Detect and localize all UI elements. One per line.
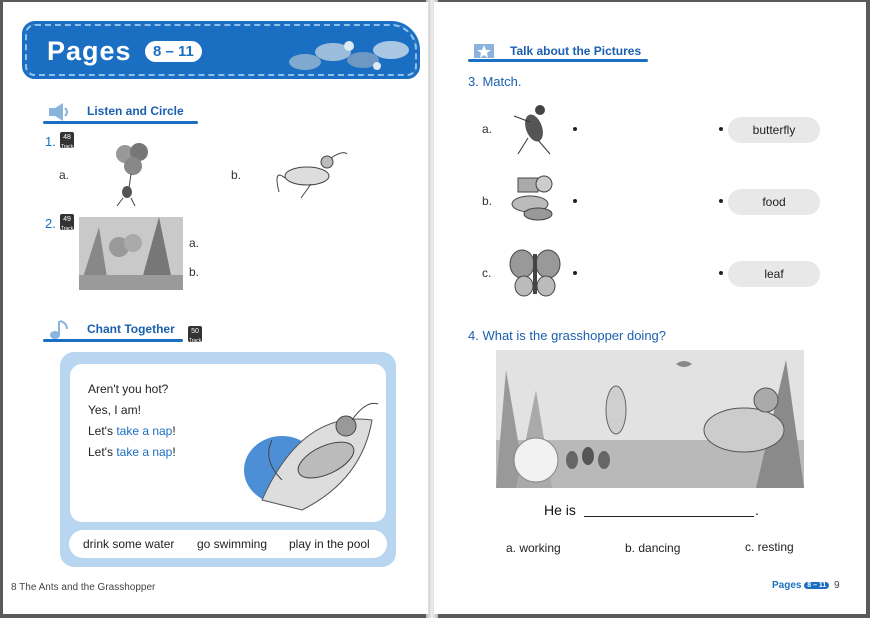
chant-lyrics-panel [70,364,386,522]
chant-line-4 [88,445,176,459]
track-50-label: Track [188,338,202,344]
question-2-number: 2. [45,216,56,231]
q1-option-a-label: a. [59,168,70,182]
pages-banner [25,24,417,76]
listen-circle-title: Listen and Circle [87,104,184,118]
section-underline [43,339,183,342]
match-dot-left-c[interactable] [573,271,577,275]
butterfly-illustration[interactable] [508,244,562,300]
left-page [3,2,429,614]
track-48-number: 48 [63,134,71,141]
ant-dancing-illustration[interactable] [510,98,558,158]
chant-together-header [43,322,183,342]
right-page [434,2,866,614]
grasshopper-scene-illustration [496,350,804,488]
match-word-food[interactable]: food [728,189,820,215]
chant-line-4-end: ! [172,445,176,459]
choice-dancing[interactable]: b. dancing [625,541,681,555]
banner-title: Pages [47,36,132,66]
leaves-illustration [285,36,415,74]
chant-line-4-text: Let's [88,445,117,459]
food-pile-illustration[interactable] [508,170,562,224]
chant-line-3 [88,424,176,438]
chant-option-go-swimming[interactable]: go swimming [197,537,268,551]
match-word-butterfly[interactable]: butterfly [728,117,820,143]
footer-pages-text: Pages [772,580,802,591]
grasshopper-resting-illustration [242,390,382,518]
footer-page-range: 8 – 11 [804,582,829,589]
q2-option-b-label: b. [189,265,200,279]
left-page-footer: 8 The Ants and the Grasshopper [11,582,156,593]
grasshopper-lying-illustration[interactable] [271,148,351,200]
track-49-label: Track [60,226,74,232]
chant-option-drink-water[interactable]: drink some water [83,537,175,551]
chant-line-1-text: Aren't you hot? [88,382,169,396]
chant-line-3-end: ! [172,424,176,438]
banner-page-range: 8 – 11 [145,41,202,62]
chant-line-3-text: Let's [88,424,117,438]
chant-options-bar [69,530,387,558]
match-dot-right-b[interactable] [719,199,723,203]
match-dot-left-a[interactable] [573,127,577,131]
chant-line-1 [88,382,168,396]
star-badge-icon [472,40,496,60]
chant-box [60,352,396,567]
chant-line-3-highlight[interactable]: take a nap [116,424,173,438]
right-page-number: 9 [834,580,840,591]
right-page-footer-label [772,580,829,591]
track-48-label: Track [60,144,74,150]
match-word-leaf[interactable]: leaf [728,261,820,287]
talk-pictures-title: Talk about the Pictures [510,44,642,58]
question-3-title: 3. Match. [468,74,522,89]
q2-option-a-label: a. [189,236,200,250]
q1-option-b-label: b. [231,168,242,182]
section-underline [468,59,648,62]
section-underline [43,121,198,124]
chant-line-4-highlight[interactable]: take a nap [116,445,173,459]
chant-line-2-text: Yes, I am! [88,403,141,417]
match-row-a-label: a. [482,122,493,136]
match-dot-right-c[interactable] [719,271,723,275]
ant-balloon-illustration[interactable] [103,140,163,208]
answer-sentence-start: He is [544,502,576,518]
track-48-badge [60,132,74,148]
music-note-icon [47,320,71,340]
answer-blank[interactable] [584,516,754,517]
choice-working[interactable]: a. working [506,541,561,555]
track-49-badge [60,214,74,230]
match-row-b-label: b. [482,194,493,208]
answer-sentence-period: . [755,502,759,518]
track-50-badge [188,326,202,342]
track-49-number: 49 [63,216,71,223]
match-row-c-label: c. [482,266,492,280]
match-dot-right-a[interactable] [719,127,723,131]
match-dot-left-b[interactable] [573,199,577,203]
question-1-number: 1. [45,134,56,149]
speaker-icon [47,102,71,122]
track-50-number: 50 [191,328,199,335]
listen-circle-header [43,104,198,124]
choice-resting[interactable]: c. resting [745,540,794,554]
talk-pictures-header [468,42,648,62]
question-4-title: 4. What is the grasshopper doing? [468,328,667,343]
chant-line-2 [88,403,141,417]
ants-forest-scene [79,217,183,290]
chant-together-title: Chant Together [87,322,175,336]
chant-option-play-pool[interactable]: play in the pool [289,537,370,551]
